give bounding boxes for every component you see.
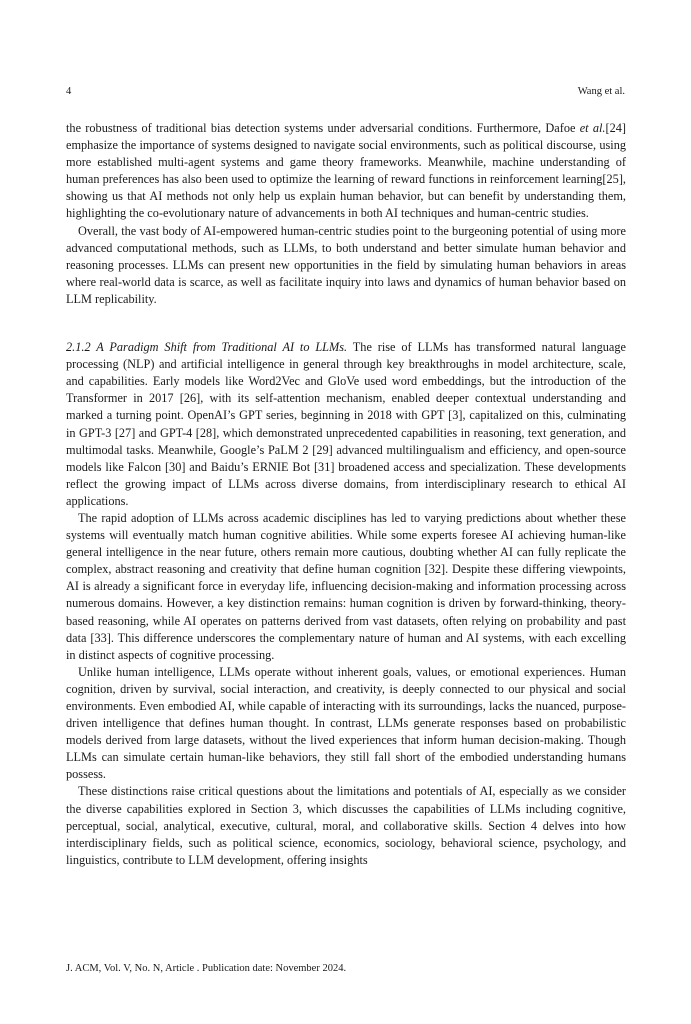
paragraph: These distinctions raise critical questions about the limitations and potentials of AI, especially as we consider the diverse capabilities explored in Section 3, which discusses the capabilities of LLMs including cognitive, perceptual, social, analytical, executive, cultural, moral, and collaborative skills. Section 4 delves into how interdisciplinary fields, such as political science, economics, sociology, behavioral science, psychology, and linguistics, contribute to LLM development, offering insights (66, 784, 626, 867)
subsection-heading: 2.1.2 A Paradigm Shift from Traditional AI to LLMs. (66, 340, 348, 355)
paragraph: 2.1.2 A Paradigm Shift from Traditional AI to LLMs. The rise of LLMs has transformed natural language processing (NLP) and artificial intelligence in general through key breakthroughs in model architecture, scale, and capabilities. Early models like Word2Vec and GloVe used word embeddings, but the introduction of the Transformer in 2017 [26], with its self-attention mechanism, enabled deeper contextual understanding and marked a turning point. OpenAI’s GPT series, beginning in 2018 with GPT [3], capitalized on this, culminating in GPT-3 [27] and GPT-4 [28], which demonstrated unprecedented capabilities in reasoning, text generation, and multimodal tasks. Meanwhile, Google’s PaLM 2 [29] advanced multilingualism and efficiency, and open-source models like Falcon [30] and Baidu’s ERNIE Bot [31] broadened access and specialization. These developments reflect the growing impact of LLMs across diverse domains, from interdisciplinary research to ethical AI applications. (66, 340, 626, 508)
paragraph: Overall, the vast body of AI-empowered human-centric studies point to the burgeoning potential of using more advanced computational methods, such as LLMs, to both understand and better simulate human behavior and reasoning processes. LLMs can present new opportunities in the field by simulating human behaviors in areas where real-world data is scarce, as well as facilitate inquiry into laws and dynamics of human behavior based on LLM replicability. (66, 223, 626, 306)
section-gap (66, 308, 626, 339)
body-text (66, 120, 626, 869)
page-number: 4 (66, 86, 72, 97)
paragraph: the robustness of traditional bias detection systems under adversarial conditions. Furthermore, Dafoe et al.[24] emphasize the importance of systems designed to navigate social environments, such as political discourse, using more established multi-agent systems and game theory frameworks. Meanwhile, machine understanding of human preferences has also been used to optimize the learning of reward functions in reinforcement learning[25], showing us that AI methods not only help us explain human behavior, but can benefit by understanding them, highlighting the co-evolutionary nature of advancements in both AI techniques and human-centric studies. (66, 121, 626, 221)
page-footer: J. ACM, Vol. V, No. N, Article . Publication date: November 2024. (66, 963, 347, 974)
running-head-authors: Wang et al. (577, 86, 625, 97)
paragraph: Unlike human intelligence, LLMs operate without inherent goals, values, or emotional experiences. Human cognition, driven by survival, social interaction, and creativity, is deeply connected to our physical and social environments. Even embodied AI, while capable of interacting with its surroundings, lacks the nuanced, purpose-driven intelligence that defines human thought. In contrast, LLMs generate responses based on probabilistic models derived from large datasets, without the lived experiences that inform human decision-making. Though LLMs can simulate certain human-like behaviors, they still fall short of the embodied understanding humans possess. (66, 664, 626, 782)
running-header (66, 86, 625, 97)
paragraph: The rapid adoption of LLMs across academic disciplines has led to varying predictions about whether these systems will eventually match human cognitive abilities. While some experts foresee AI achieving human-like general intelligence in the near future, others remain more cautious, doubting whether AI can fully replicate the complex, abstract reasoning and creativity that define human cognition [32]. Despite these differing viewpoints, AI is already a significant force in everyday life, influencing decision-making and information processing across numerous domains. However, a key distinction remains: human cognition is driven by forward-thinking, theory-based reasoning, while AI operates on patterns derived from vast datasets, often relying on probability and past data [33]. This difference underscores the complementary nature of human and AI systems, with each excelling in distinct aspects of cognitive processing. (66, 510, 626, 662)
